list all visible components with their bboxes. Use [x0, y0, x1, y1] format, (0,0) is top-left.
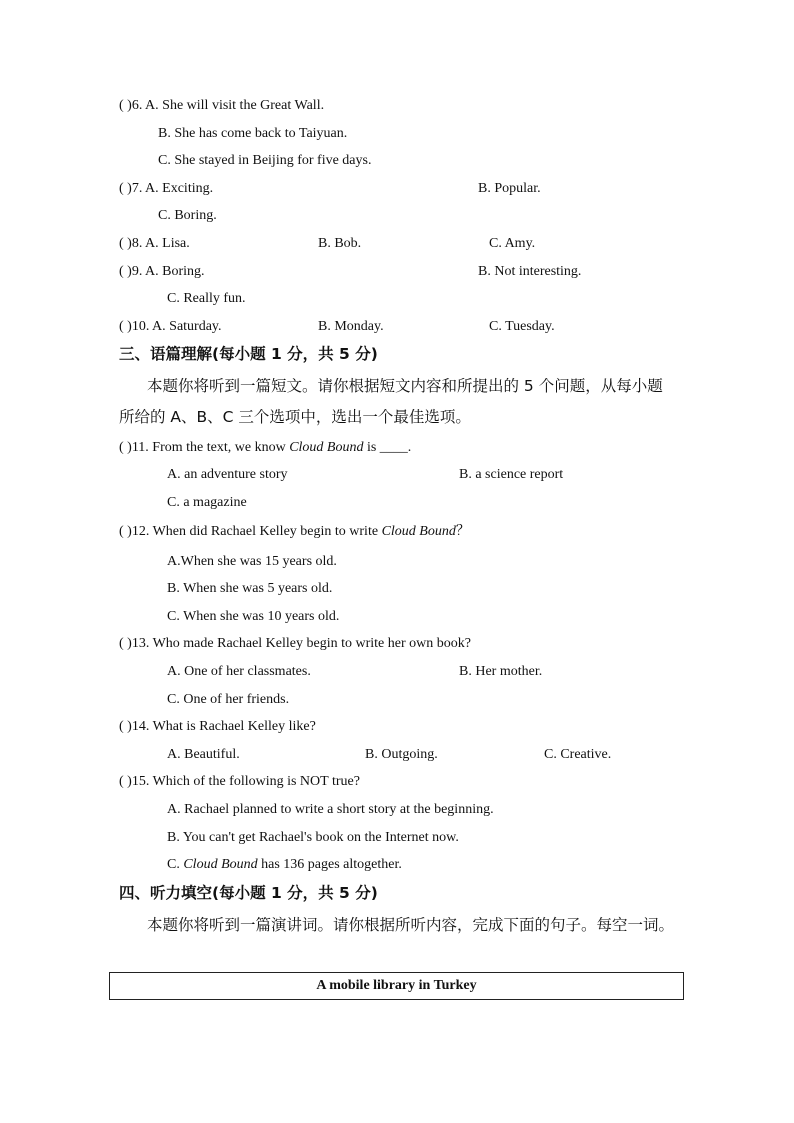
q12-stem — [119, 522, 470, 542]
q12-stem-text: ( )12. When did Rachael Kelley begin to write — [119, 524, 382, 539]
q12-stem-end: ？ — [455, 524, 470, 539]
q13-option-b: B. Her mother. — [459, 664, 543, 679]
q8-option-b: B. Bob. — [318, 236, 362, 251]
q6-stem: ( )6. A. She will visit the Great Wall. — [119, 98, 325, 113]
q11-stem-end: is ____. — [363, 440, 412, 455]
q13-stem: ( )13. Who made Rachael Kelley begin to write her own book? — [119, 636, 471, 651]
q15-option-b: B. You can't get Rachael's book on the Internet now. — [167, 830, 459, 845]
q14-option-c: C. Creative. — [544, 747, 612, 762]
q13-option-c: C. One of her friends. — [167, 692, 290, 707]
q12-option-b: B. When she was 5 years old. — [167, 581, 333, 596]
q8-option-c: C. Amy. — [489, 236, 536, 251]
table-title: A mobile library in Turkey — [316, 978, 477, 993]
q7-option-b: B. Popular. — [478, 181, 541, 196]
q15-stem: ( )15. Which of the following is NOT true? — [119, 774, 360, 789]
q6-option-c: C. She stayed in Beijing for five days. — [158, 153, 372, 168]
q12-option-a: A.When she was 15 years old. — [167, 554, 337, 569]
section4-title: 四、听力填空(每小题 1 分，共 5 分) — [119, 884, 378, 902]
q15-option-c — [167, 855, 402, 875]
q11-option-b: B. a science report — [459, 467, 564, 482]
q15-book-title: Cloud Bound — [183, 857, 258, 872]
q11-stem-text: ( )11. From the text, we know — [119, 440, 290, 455]
q10-option-c: C. Tuesday. — [489, 319, 555, 334]
q15-option-a: A. Rachael planned to write a short story at the beginning. — [167, 802, 494, 817]
q11-book-title: Cloud Bound — [289, 440, 364, 455]
q14-stem: ( )14. What is Rachael Kelley like? — [119, 719, 316, 734]
q7-option-c: C. Boring. — [158, 208, 217, 223]
q14-option-b: B. Outgoing. — [365, 747, 438, 762]
q15-option-c-text: has 136 pages altogether. — [257, 857, 402, 872]
q6-option-b: B. She has come back to Taiyuan. — [158, 126, 348, 141]
q12-option-c: C. When she was 10 years old. — [167, 609, 340, 624]
section4-instructions: 本题你将听到一篇演讲词。请你根据所听内容，完成下面的句子。每空一词。 — [147, 916, 675, 934]
q11-option-c: C. a magazine — [167, 495, 247, 510]
q15-option-c-letter: C. — [167, 857, 184, 872]
q9-stem: ( )9. A. Boring. — [119, 264, 205, 279]
q9-option-b: B. Not interesting. — [478, 264, 582, 279]
q12-book-title: Cloud Bound — [381, 524, 456, 539]
section3-instructions-line1: 本题你将听到一篇短文。请你根据短文内容和所提出的 5 个问题，从每小题 — [147, 377, 663, 395]
q10-option-b: B. Monday. — [318, 319, 384, 334]
q9-option-c: C. Really fun. — [167, 291, 246, 306]
section3-title: 三、语篇理解(每小题 1 分，共 5 分) — [119, 345, 378, 363]
q8-stem: ( )8. A. Lisa. — [119, 236, 190, 251]
q14-option-a: A. Beautiful. — [167, 747, 240, 762]
q11-stem — [119, 438, 411, 458]
q10-stem: ( )10. A. Saturday. — [119, 319, 222, 334]
section3-instructions-line2: 所给的 A、B、C 三个选项中，选出一个最佳选项。 — [119, 408, 471, 426]
q7-stem: ( )7. A. Exciting. — [119, 181, 214, 196]
q11-option-a: A. an adventure story — [167, 467, 288, 482]
fill-in-table-header — [109, 972, 684, 1000]
q13-option-a: A. One of her classmates. — [167, 664, 311, 679]
